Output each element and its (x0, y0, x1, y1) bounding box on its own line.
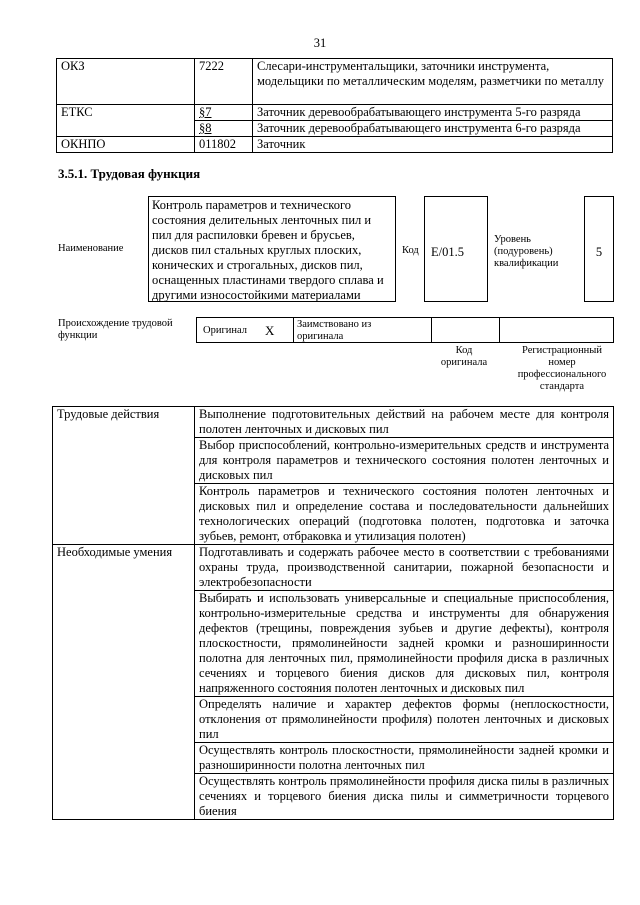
reg-number-caption: Регистрационный номер профессионального стандарта (517, 345, 607, 392)
classifier-number: §8 (195, 121, 253, 137)
name-label: Наименование (58, 243, 124, 254)
classifier-row-etks (57, 105, 613, 121)
function-code-box (424, 196, 488, 302)
classifier-description: Заточник (253, 137, 613, 153)
requirement-category: Необходимые умения (53, 545, 195, 820)
origin-divider (431, 318, 432, 342)
classifier-row-okz (57, 59, 613, 105)
borrowed-label: Заимствовано из оригинала (297, 319, 372, 342)
original-label: Оригинал (203, 325, 247, 336)
requirement-item: Выбор приспособлений, контрольно-измерительных средств и инструмента для контроля параметров и технического состояния полотен ленточных и дисковых пил (195, 438, 614, 484)
requirement-item: Осуществлять контроль прямолинейности профиля диска пилы в различных сечениях и торцевого биения диска пилы и симметричности торцевого биения (195, 774, 614, 820)
classifier-row-oknpo (57, 137, 613, 153)
requirement-item: Осуществлять контроль плоскостности, прямолинейности задней кромки и разноширинности полотна ленточных пил (195, 743, 614, 774)
classifier-description: Слесари-инструментальщики, заточники инструмента, модельщики по металлическим моделям, разметчики по металлу (253, 59, 613, 105)
classifier-number: 7222 (195, 59, 253, 105)
origin-label: Происхождение трудовой функции (58, 318, 173, 341)
requirement-category: Трудовые действия (53, 407, 195, 545)
function-name-text: Контроль параметров и технического состояния делительных ленточных пил и пил для распиловки бревен и брусьев, дисков пил стальных круглых плоских, конических и строгальных, дисков пил, оснащенных пластинами твердого сплава и другими износостойкими материалами (152, 198, 384, 302)
requirement-item: Определять наличие и характер дефектов формы (неплоскостности, отклонения от прямолинейности профиля) полотен ленточных и дисковых пил (195, 697, 614, 743)
code-label: Код (402, 245, 419, 256)
classifier-number: §7 (195, 105, 253, 121)
table-row (53, 407, 614, 438)
requirement-item: Выполнение подготовительных действий на рабочем месте для контроля полотен ленточных и дисковых пил (195, 407, 614, 438)
classifier-description: Заточник деревообрабатывающего инструмента 5-го разряда (253, 105, 613, 121)
classifiers-table (56, 58, 613, 153)
classifier-code: ОКНПО (57, 137, 195, 153)
classifier-code: ОКЗ (57, 59, 195, 105)
classifier-description: Заточник деревообрабатывающего инструмента 6-го разряда (253, 121, 613, 137)
origin-divider (293, 318, 294, 342)
origin-divider (499, 318, 500, 342)
classifier-number: 011802 (195, 137, 253, 153)
table-row (53, 545, 614, 591)
section-title: 3.5.1. Трудовая функция (58, 166, 201, 181)
original-mark: X (265, 323, 275, 338)
requirements-table (52, 406, 614, 820)
code-original-caption: Код оригинала (440, 345, 488, 368)
classifier-code: ЕТКС (57, 105, 195, 137)
level-label: Уровень (подуровень) квалификации (494, 234, 559, 269)
origin-row (196, 317, 614, 343)
level-value: 5 (595, 245, 603, 259)
requirement-item: Подготавливать и содержать рабочее место в соответствии с требованиями охраны труда, производственной санитарии, пожарной безопасности и электробезопасности (195, 545, 614, 591)
requirement-item: Контроль параметров и технического состояния полотен ленточных и дисковых пил и определение состава и последовательности дальнейших технологических операций (подготовка полотен, подготовка и заточка зубьев, ремонт, отбраковка и утилизация полотен) (195, 484, 614, 545)
function-code-value: E/01.5 (431, 245, 464, 259)
level-box (584, 196, 614, 302)
requirement-item: Выбирать и использовать универсальные и специальные приспособления, контрольно-измерительные средства и инструменты для обнаружения дефектов (трещины, повреждения зубьев и другие дефекты), контроля плоскостности, прямолинейности задней кромки и разноширинности полотна для ленточных пил, прямолинейности профиля диска в различных сечениях и торцевого биения дисков для дисковых пил, контроля напряженного состояния полотен ленточных и дисковых пил (195, 591, 614, 697)
page-number: 31 (313, 36, 327, 50)
function-name-box (148, 196, 396, 302)
